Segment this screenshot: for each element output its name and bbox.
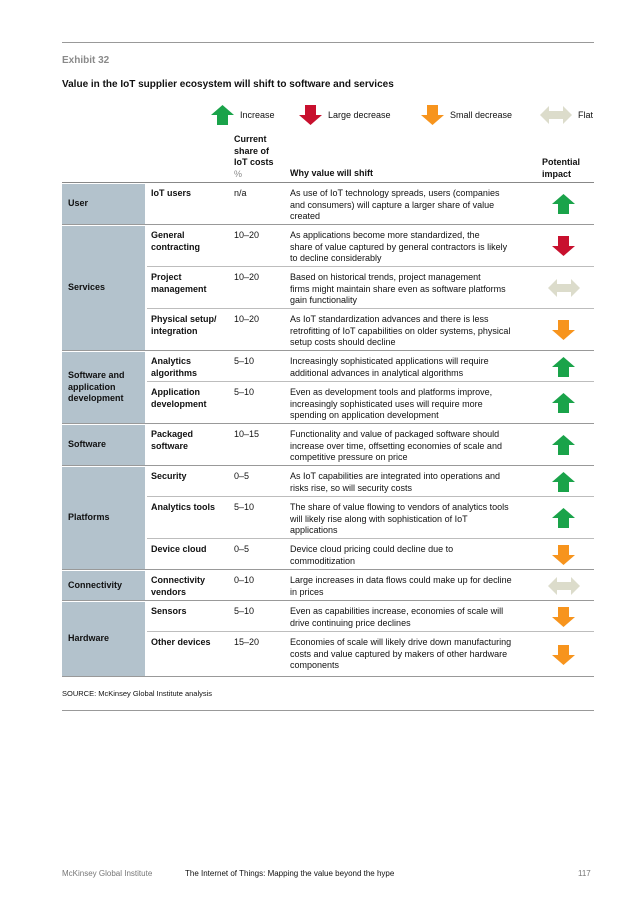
row-why	[290, 429, 540, 464]
row-subcategory	[151, 387, 231, 410]
row-share: 5–10	[234, 356, 255, 366]
why-line: in prices	[290, 586, 324, 597]
subcategory-line: General	[151, 230, 185, 240]
row-share: 0–5	[234, 471, 250, 481]
row-impact	[551, 471, 576, 493]
subcategory-line: Analytics	[151, 356, 192, 366]
group-label-cell	[62, 226, 145, 350]
increase-arrow-icon	[551, 193, 576, 215]
group-label-line: Software	[68, 439, 107, 450]
share-header-line: Current	[234, 134, 267, 144]
bottom-rule	[62, 710, 594, 711]
row-subcategory	[151, 272, 231, 295]
increase-arrow-icon	[551, 392, 576, 414]
why-line: Device cloud pricing could decline due to	[290, 544, 454, 554]
footer-publisher: McKinsey Global Institute	[62, 869, 153, 878]
why-line: Economies of scale will likely drive down manufacturing	[290, 637, 512, 647]
subcategory-line: Packaged	[151, 429, 194, 439]
group-label	[68, 282, 105, 294]
row-why	[290, 272, 540, 307]
row-subcategory	[151, 429, 231, 452]
group-divider	[62, 465, 594, 466]
why-line: As IoT capabilities are integrated into operations and	[290, 471, 500, 481]
row-impact	[547, 575, 581, 597]
group-divider	[62, 350, 594, 351]
subcategory-line: IoT users	[151, 188, 192, 198]
group-label-line: Software and	[68, 370, 125, 381]
group-label-line: application	[68, 381, 116, 392]
group-label-line: User	[68, 198, 89, 209]
group-label	[68, 512, 110, 524]
subcategory-line: Connectivity	[151, 575, 206, 585]
why-line: Large increases in data flows could make up for decline	[290, 575, 512, 585]
group-divider	[62, 676, 594, 677]
group-label-line: Services	[68, 282, 106, 293]
row-share: 10–15	[234, 429, 260, 439]
subcategory-line: software	[151, 440, 189, 451]
legend-increase-label: Increase	[240, 110, 275, 120]
group-label-line: Hardware	[68, 633, 110, 644]
group-label-line: Connectivity	[68, 579, 123, 590]
row-divider	[147, 381, 594, 382]
row-impact	[551, 606, 576, 628]
source-note: SOURCE: McKinsey Global Institute analysis	[62, 689, 213, 698]
footer-page-number: 117	[578, 869, 591, 878]
legend-increase	[210, 103, 275, 127]
why-line: The share of value flowing to vendors of analytics tools	[290, 502, 509, 512]
subcategory-line: Physical setup/	[151, 314, 217, 324]
why-line: competitive pressure on price	[290, 452, 408, 462]
subcategory-line: development	[151, 398, 207, 409]
why-line: and consumers) will capture a larger share of value	[290, 199, 495, 210]
group-label	[68, 580, 122, 592]
row-share: n/a	[234, 188, 247, 198]
why-line: As applications become more standardized, the	[290, 230, 480, 240]
row-impact	[547, 277, 581, 299]
subcategory-line: Sensors	[151, 606, 187, 616]
subcategory-line: contracting	[151, 241, 201, 252]
why-line: setup costs should decline	[290, 337, 396, 347]
why-line: increase over time, offsetting economies of scale and	[290, 440, 502, 451]
impact-column-header	[542, 157, 580, 180]
row-impact	[551, 507, 576, 529]
row-why	[290, 502, 540, 537]
group-label	[68, 198, 88, 210]
small-decrease-arrow-icon	[551, 319, 576, 341]
row-subcategory	[151, 606, 231, 618]
row-subcategory	[151, 575, 231, 598]
group-divider	[62, 423, 594, 424]
why-column-header: Why value will shift	[290, 168, 374, 178]
why-line: retrofitting of IoT capabilities on older systems, physical	[290, 325, 511, 336]
legend-flat-label: Flat	[578, 110, 594, 120]
row-why	[290, 637, 540, 672]
group-label-line: development	[68, 393, 124, 404]
row-divider	[147, 266, 594, 267]
row-why	[290, 230, 540, 265]
row-subcategory	[151, 471, 231, 483]
row-divider	[147, 631, 594, 632]
row-share: 10–20	[234, 272, 260, 282]
row-subcategory	[151, 356, 231, 379]
row-share: 10–20	[234, 314, 260, 324]
why-line: risks rise, so will security costs	[290, 482, 413, 493]
group-divider	[62, 569, 594, 570]
subcategory-line: Project	[151, 272, 182, 282]
legend-small-decrease	[420, 103, 512, 127]
exhibit-label: Exhibit 32	[62, 55, 110, 66]
legend	[0, 103, 636, 127]
why-line: gain functionality	[290, 295, 358, 305]
small-decrease-arrow-icon	[551, 606, 576, 628]
why-line: firms might maintain share even as software platforms	[290, 283, 506, 294]
row-share: 0–10	[234, 575, 255, 585]
increase-arrow-icon	[551, 434, 576, 456]
row-share: 15–20	[234, 637, 260, 647]
row-share: 5–10	[234, 606, 255, 616]
flat-arrow-icon	[547, 575, 581, 597]
subcategory-line: integration	[151, 325, 198, 336]
subcategory-line: Other devices	[151, 637, 211, 647]
why-line: Even as development tools and platforms improve,	[290, 387, 493, 397]
flat-arrow-icon	[539, 104, 573, 126]
row-why	[290, 471, 540, 494]
row-subcategory	[151, 637, 231, 649]
group-label-cell	[62, 571, 145, 600]
row-subcategory	[151, 502, 231, 514]
subcategory-line: Security	[151, 471, 187, 481]
why-line: Even as capabilities increase, economies of scale will	[290, 606, 504, 616]
row-divider	[147, 308, 594, 309]
subcategory-line: vendors	[151, 586, 187, 597]
row-divider	[147, 538, 594, 539]
exhibit-title: Value in the IoT supplier ecosystem will shift to software and services	[62, 79, 394, 90]
subcategory-line: Application	[151, 387, 200, 397]
why-line: components	[290, 660, 340, 670]
subcategory-line: management	[151, 283, 207, 294]
increase-arrow-icon	[551, 507, 576, 529]
why-line: additional advances in analytical algorithms	[290, 367, 464, 378]
group-label	[68, 439, 106, 451]
row-subcategory	[151, 188, 231, 200]
small-decrease-arrow-icon	[551, 544, 576, 566]
increase-arrow-icon	[551, 471, 576, 493]
row-why	[290, 387, 540, 422]
small-decrease-arrow-icon	[551, 644, 576, 666]
small-decrease-arrow-icon	[420, 104, 445, 126]
group-divider	[62, 224, 594, 225]
group-label-cell	[62, 602, 145, 676]
row-divider	[147, 496, 594, 497]
row-subcategory	[151, 314, 231, 337]
why-line: costs and value captured by makers of other hardware	[290, 648, 508, 659]
footer-report-title: The Internet of Things: Mapping the value beyond the hype	[185, 869, 395, 878]
group-label-cell	[62, 352, 145, 423]
row-impact	[551, 319, 576, 341]
why-line: applications	[290, 525, 338, 535]
row-impact	[551, 193, 576, 215]
increase-arrow-icon	[551, 356, 576, 378]
row-impact	[551, 235, 576, 257]
row-impact	[551, 544, 576, 566]
group-label	[68, 633, 109, 645]
subcategory-line: Device cloud	[151, 544, 207, 554]
share-header-unit: %	[234, 168, 243, 179]
row-why	[290, 575, 540, 598]
row-impact	[551, 434, 576, 456]
why-line: created	[290, 211, 321, 221]
row-share: 5–10	[234, 387, 255, 397]
large-decrease-arrow-icon	[551, 235, 576, 257]
row-impact	[551, 392, 576, 414]
increase-arrow-icon	[210, 104, 235, 126]
why-line: As use of IoT technology spreads, users (companies	[290, 188, 500, 198]
row-share: 5–10	[234, 502, 255, 512]
row-impact	[551, 644, 576, 666]
subcategory-line: algorithms	[151, 367, 198, 378]
impact-header-line: impact	[542, 168, 572, 179]
large-decrease-arrow-icon	[298, 104, 323, 126]
row-why	[290, 314, 540, 349]
why-line: Functionality and value of packaged software should	[290, 429, 500, 439]
row-why	[290, 356, 540, 379]
subcategory-line: Analytics tools	[151, 502, 216, 512]
flat-arrow-icon	[547, 277, 581, 299]
row-why	[290, 606, 540, 629]
row-impact	[551, 356, 576, 378]
impact-header-line: Potential	[542, 157, 581, 167]
legend-flat	[539, 103, 593, 127]
row-subcategory	[151, 230, 231, 253]
why-line: share of value captured by general contractors is likely	[290, 241, 508, 252]
legend-large-decrease-label: Large decrease	[328, 110, 391, 120]
why-line: drive continuing price declines	[290, 617, 411, 628]
table-header-rule	[62, 182, 594, 183]
group-divider	[62, 600, 594, 601]
why-line: increasingly sophisticated uses will require more	[290, 398, 483, 409]
why-line: Based on historical trends, project management	[290, 272, 481, 282]
legend-large-decrease	[298, 103, 391, 127]
group-label-line: Platforms	[68, 512, 110, 523]
why-line: will likely rise along with sophistication of IoT	[290, 513, 468, 524]
share-header-line: share of	[234, 145, 270, 156]
share-column-header	[234, 134, 274, 180]
why-line: Increasingly sophisticated applications will require	[290, 356, 489, 366]
why-line: As IoT standardization advances and there is less	[290, 314, 489, 324]
row-why	[290, 544, 540, 567]
legend-small-decrease-label: Small decrease	[450, 110, 513, 120]
share-header-line: IoT costs	[234, 157, 274, 167]
why-line: commoditization	[290, 555, 356, 566]
row-share: 0–5	[234, 544, 250, 554]
group-label-cell	[62, 184, 145, 224]
row-subcategory	[151, 544, 231, 556]
why-line: spending on application development	[290, 410, 439, 420]
row-share: 10–20	[234, 230, 260, 240]
group-label-cell	[62, 425, 145, 465]
why-line: to decline considerably	[290, 253, 382, 263]
group-label-cell	[62, 467, 145, 569]
row-why	[290, 188, 540, 223]
top-rule	[62, 42, 594, 43]
group-label	[68, 370, 125, 405]
